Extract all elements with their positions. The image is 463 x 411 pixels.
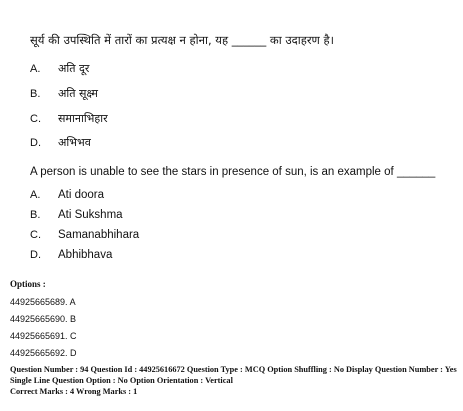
hindi-option-c (30, 109, 108, 127)
option-id-row: 44925665690. B (10, 314, 77, 324)
option-letter: C. (30, 229, 41, 241)
option-id-row: 44925665691. C (10, 331, 77, 341)
option-id-row: 44925665692. D (10, 348, 77, 358)
marks-line: Correct Marks : 4 Wrong Marks : 1 (10, 387, 138, 396)
english-option-b (30, 205, 123, 223)
english-option-c (30, 225, 139, 243)
option-letter: C. (30, 113, 41, 125)
option-letter: B. (30, 88, 41, 100)
option-id-row: 44925665689. A (10, 297, 76, 307)
english-option-a (30, 185, 104, 203)
question-meta-line-1: Question Number : 94 Question Id : 44925616672 Question Type : MCQ Option Shuffling : No Display Question Number : Yes (10, 365, 457, 374)
hindi-option-b (30, 84, 98, 102)
hindi-question: सूर्य की उपस्थिति में तारों का प्रत्यक्ष न होना, यह ______ का उदाहरण है। (30, 33, 334, 47)
question-meta-line-2: Single Line Question Option : No Option Orientation : Vertical (10, 376, 233, 385)
hindi-option-a (30, 59, 89, 77)
option-letter: A. (30, 189, 41, 201)
option-letter: A. (30, 63, 41, 75)
options-heading: Options : (10, 279, 46, 289)
option-letter: D. (30, 137, 41, 149)
option-text: अति दूर (58, 62, 90, 75)
english-question: A person is unable to see the stars in presence of sun, is an example of ______ (30, 166, 436, 178)
option-text: समानाभिहार (58, 112, 108, 125)
option-letter: B. (30, 209, 41, 221)
option-text: Samanabhihara (58, 229, 140, 241)
option-text: Abhibhava (58, 249, 113, 261)
option-text: अभिभव (58, 136, 91, 149)
option-text: Ati Sukshma (58, 209, 123, 221)
option-letter: D. (30, 249, 41, 261)
option-text: Ati doora (58, 189, 105, 201)
hindi-option-d (30, 133, 91, 151)
option-text: अति सूक्ष्म (58, 87, 98, 100)
english-option-d (30, 245, 112, 263)
